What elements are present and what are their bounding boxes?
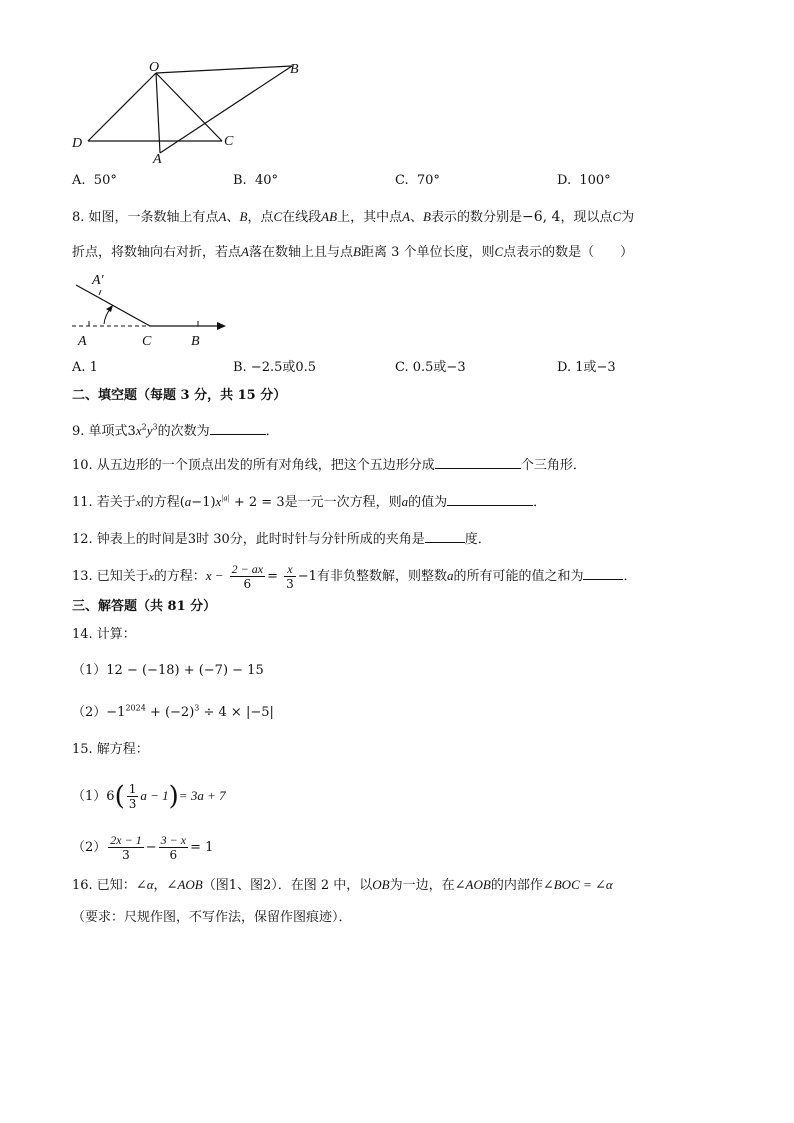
q16-line-1: 16. 已知：∠α，∠AOB（图1、图2）．在图 2 中，以OB为一边，在∠AOB的内部作∠BOC = ∠α xyxy=(72,877,613,893)
q16-line-2: （要求：尺规作图，不写作法，保留作图痕迹）． xyxy=(72,910,352,925)
q7-option-c: C. 70° xyxy=(395,173,440,188)
q15-title: 15. 解方程： xyxy=(72,742,149,757)
q10: 10. 从五边形的一个顶点出发的所有对角线，把这个五边形分成 个三角形． xyxy=(72,458,586,473)
q14-title: 14. 计算： xyxy=(72,627,136,642)
q10-answer-blank xyxy=(435,456,521,469)
label-b-axis: B xyxy=(191,334,200,349)
tick-a-prime xyxy=(99,290,101,295)
label-o: O xyxy=(149,60,160,75)
q15-fraction-2: $\frac{3 - x}{6}$ xyxy=(160,833,187,862)
q9: 9. 单项式$3x^2y^3$的次数为 ． xyxy=(72,422,279,439)
q15-part-2: （2） $\frac{2x - 1}{3}$ − $\frac{3 - x}{6}$ = 1 xyxy=(72,833,214,862)
q8-number-line-figure xyxy=(0,265,794,355)
section-3-heading: 三、解答题（共 81 分） xyxy=(72,599,217,614)
q7-option-a: A. 50° xyxy=(72,173,117,188)
label-a-axis: A xyxy=(78,334,87,349)
q15-fraction-1: $\frac{2x - 1}{3}$ xyxy=(110,833,142,862)
q7-geometry-figure xyxy=(0,0,794,180)
q9-answer-blank xyxy=(210,422,266,435)
q14-part-2: $(2)-1^{2024} + (-2)^3 \div 4 \times |-5|$ xyxy=(72,703,274,720)
q8-line-2: 折点，将数轴向右对折，若点A落在数轴上且与点B距离 3 个单位长度，则C点表示的数是（ ） xyxy=(72,244,634,260)
q13-answer-blank xyxy=(583,567,623,580)
q15-part-1: （1）6( $\frac{1}{3}$ a − 1)= 3a + 7 xyxy=(72,781,226,812)
label-a-prime: A′ xyxy=(92,273,104,288)
segment-oc xyxy=(156,73,222,141)
q11: 11. 若关于x的方程$(a-1)x^{|a|} + 2 = 3$是一元一次方程，则a的值为 ． xyxy=(72,493,547,510)
q8-option-b: B. −2.5或0.5 xyxy=(233,360,317,375)
label-c: C xyxy=(224,134,234,149)
segment-od xyxy=(88,73,156,141)
section-2-heading: 二、填空题（每题 3 分，共 15 分） xyxy=(72,388,287,403)
q7-option-d: D. 100° xyxy=(557,173,611,188)
fold-arrow-head xyxy=(106,305,113,312)
q13-fraction-2: $\frac{x}{3}$ xyxy=(286,562,294,591)
label-a: A xyxy=(153,152,162,167)
q7-option-b: B. 40° xyxy=(233,173,278,188)
q15-fraction-third: $\frac{1}{3}$ xyxy=(128,782,137,811)
q8-line-1: 8. 如图，一条数轴上有点A、B，点C在线段AB上，其中点A、B表示的数分别是−6, 4，现以点C为 xyxy=(72,209,635,225)
label-d: D xyxy=(72,136,83,151)
q13-fraction-1: $\frac{2 - ax}{6}$ xyxy=(231,562,264,591)
q14-part-1: （1）12 − (−18) + (−7) − 15 xyxy=(72,663,264,678)
q12: 12. 钟表上的时间是3时 30分，此时时针与分针所成的夹角是 度． xyxy=(72,532,491,547)
q8-option-d: D. 1或−3 xyxy=(557,360,616,375)
q11-answer-blank xyxy=(447,493,533,506)
folded-axis xyxy=(76,285,150,326)
q12-answer-blank xyxy=(425,530,465,543)
axis-arrow xyxy=(217,322,226,330)
q8-option-a: A. 1 xyxy=(72,360,98,375)
label-c-axis: C xyxy=(142,334,152,349)
label-b: B xyxy=(290,62,299,77)
q13: 13. 已知关于x的方程：x − $\frac{2 - ax}{6}$ = $\frac{x}{3}$ −1有非负整数解，则整数a的所有可能的值之和为 ． xyxy=(72,562,637,591)
segment-ob xyxy=(156,66,292,73)
q8-option-c: C. 0.5或−3 xyxy=(395,360,466,375)
